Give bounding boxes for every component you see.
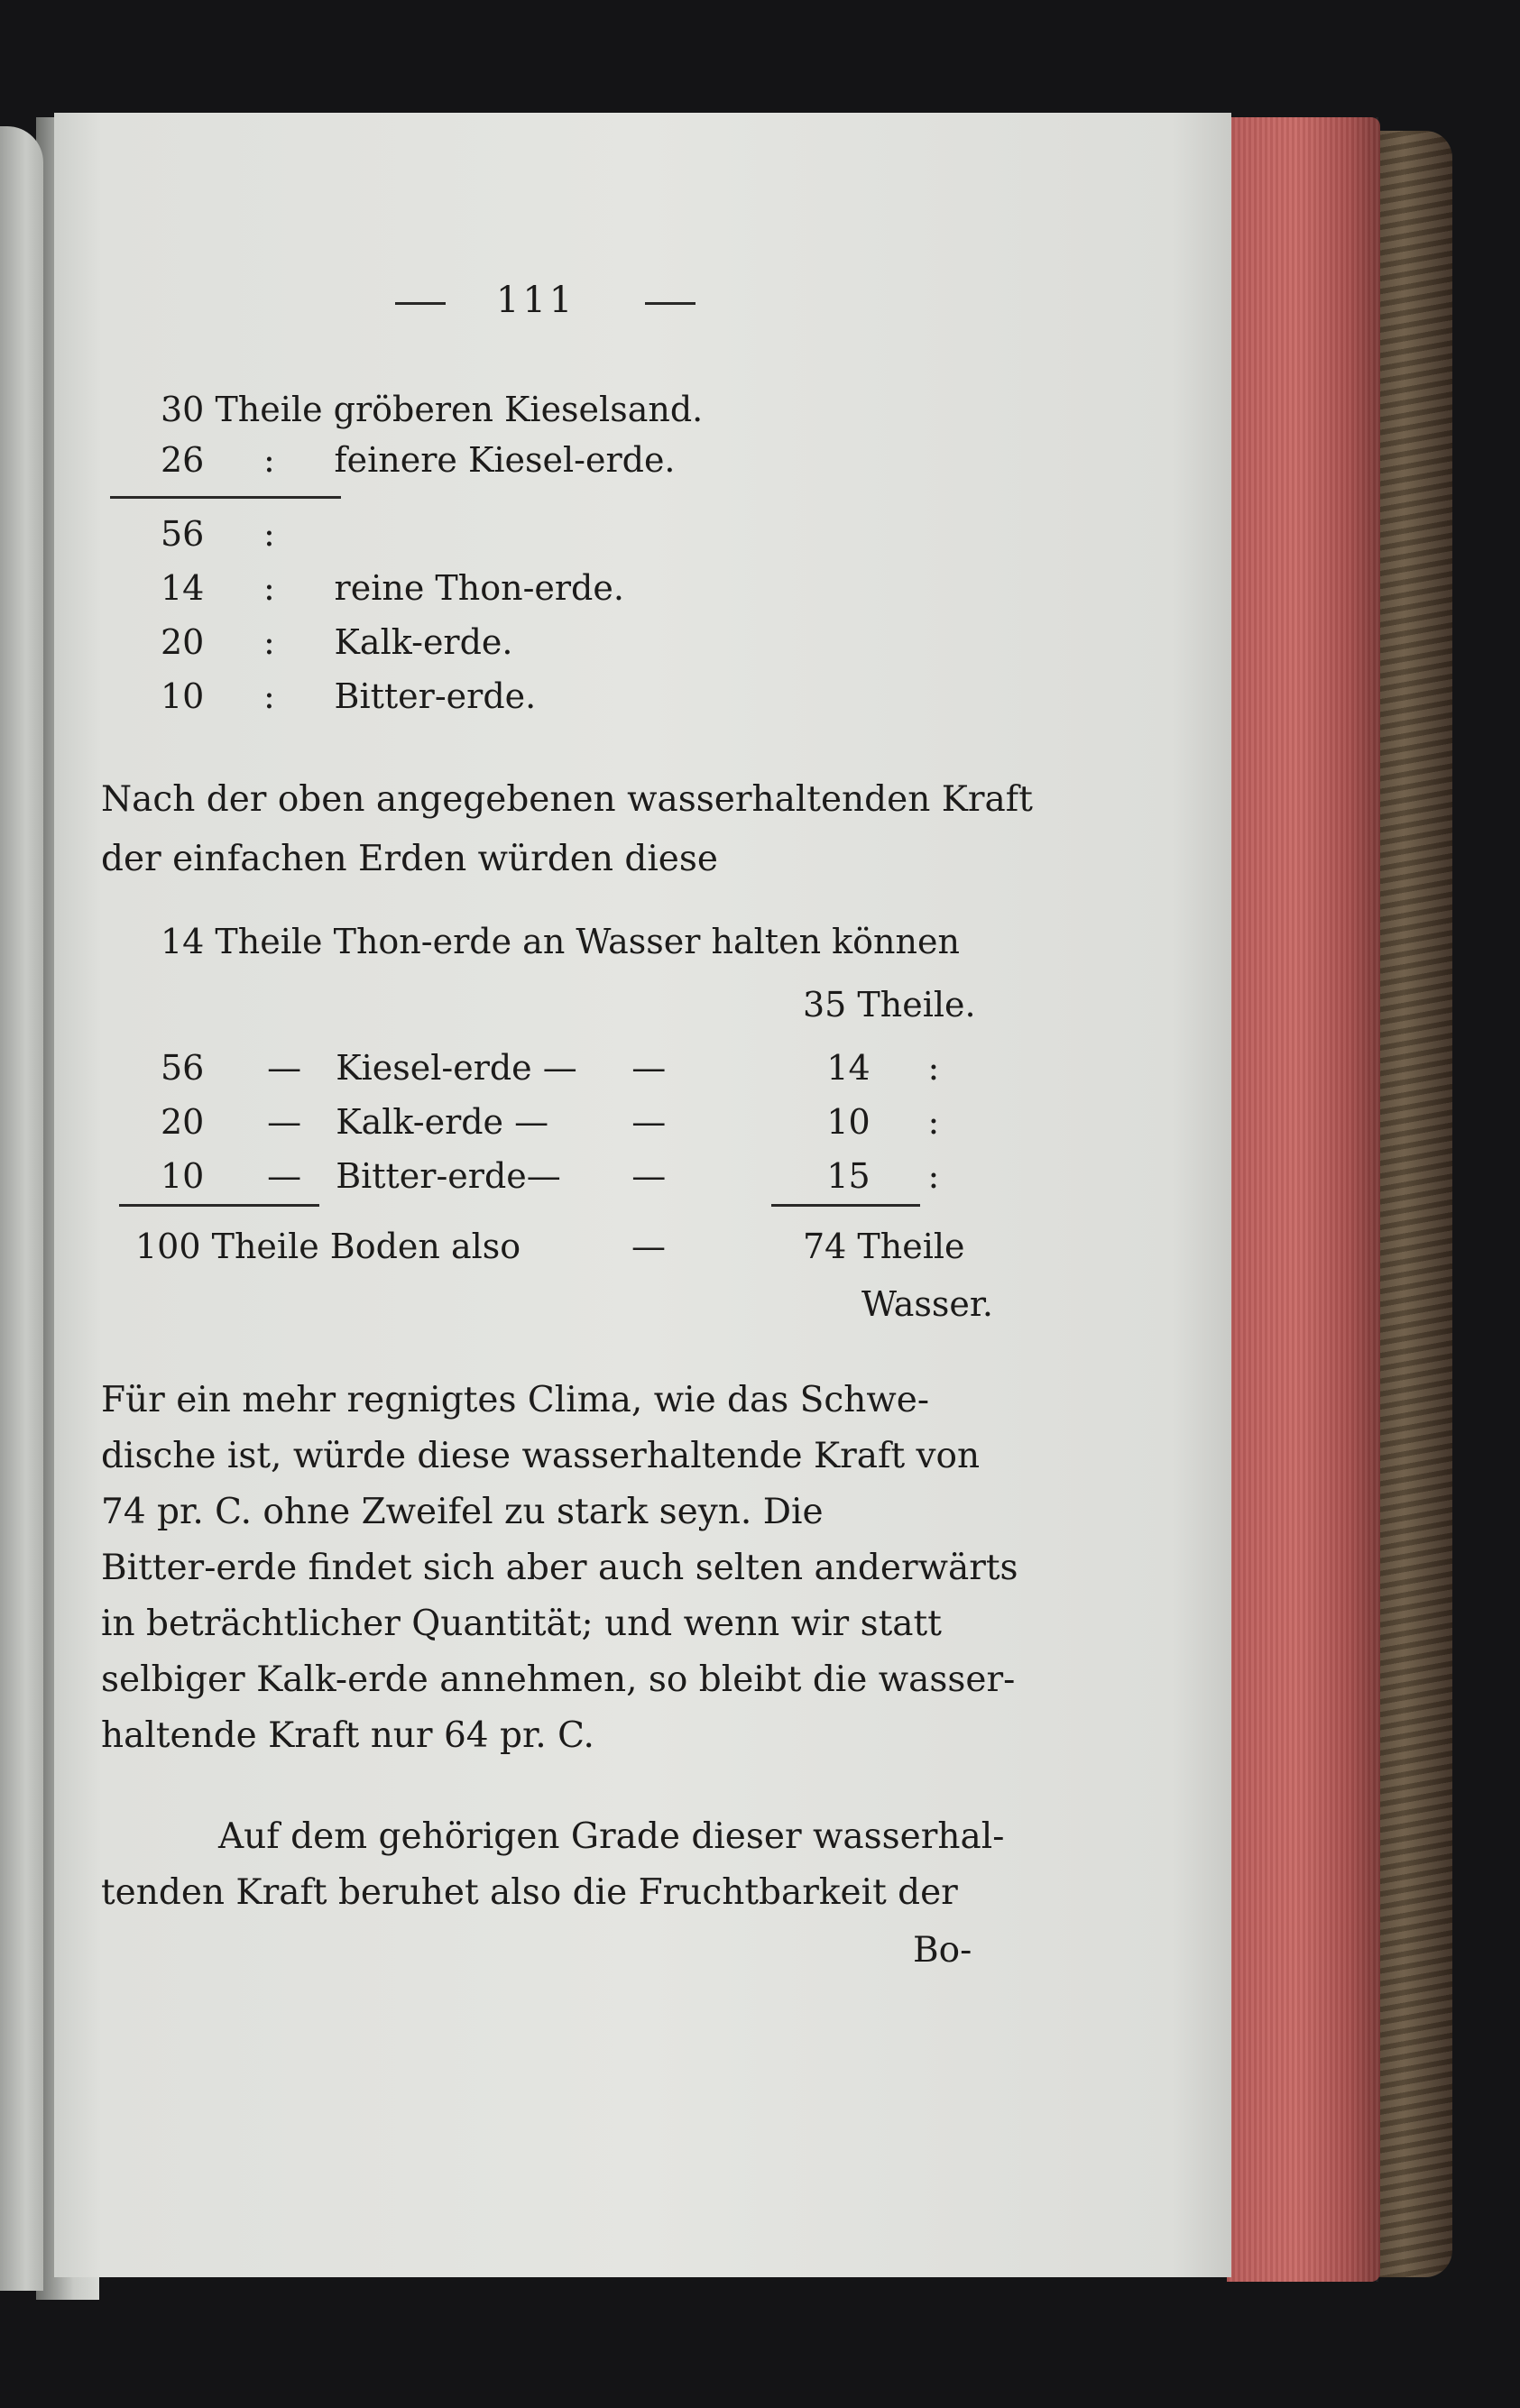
ditto-mark: :: [263, 514, 275, 554]
retention-total-dash: —: [631, 1227, 666, 1266]
retention-label: Bitter-erde—: [336, 1156, 561, 1196]
header-dash-right: [645, 302, 696, 305]
retention-dash: —: [267, 1102, 302, 1142]
retention-dash: —: [267, 1048, 302, 1088]
retention-number: 10: [161, 1156, 205, 1196]
paragraph-line: haltende Kraft nur 64 pr. C.: [101, 1715, 594, 1756]
paragraph-line: Für ein mehr regnigtes Clima, wie das Schwe-: [101, 1380, 930, 1420]
retention-label: Kalk-erde —: [336, 1102, 549, 1142]
ditto-mark: :: [927, 1048, 940, 1088]
retention-first-value: 35 Theile.: [803, 985, 976, 1025]
composition-number: 20: [161, 622, 205, 662]
retention-value: 14: [826, 1048, 871, 1088]
paragraph-line: 74 pr. C. ohne Zweifel zu stark seyn. Die: [101, 1492, 824, 1532]
retention-dash: —: [631, 1156, 667, 1196]
composition-number: 10: [161, 676, 205, 716]
retention-row: [161, 1102, 940, 1142]
retention-row: [161, 1156, 940, 1196]
intro-line: Nach der oben angegebenen wasserhaltenden Kraft: [101, 779, 1033, 820]
composition-row: [161, 676, 537, 716]
composition-number: 14: [161, 568, 205, 608]
composition-text: reine Thon-erde.: [334, 568, 624, 608]
catchword: Bo-: [913, 1930, 972, 1971]
book-page: [54, 113, 1231, 2277]
retention-value: 15: [826, 1156, 871, 1196]
retention-dash: —: [631, 1102, 667, 1142]
retention-dash: —: [267, 1156, 302, 1196]
retention-total-right: 74 Theile: [803, 1227, 965, 1266]
ditto-mark: :: [927, 1156, 940, 1196]
ditto-mark: :: [263, 568, 275, 608]
composition-text: Kalk-erde.: [334, 622, 513, 662]
retention-number: 20: [161, 1102, 205, 1142]
ditto-mark: :: [263, 440, 275, 480]
composition-row: [161, 392, 703, 427]
ditto-mark: :: [263, 676, 275, 716]
paragraph-line: Auf dem gehörigen Grade dieser wasserhal-: [218, 1816, 1005, 1857]
retention-dash: —: [631, 1048, 667, 1088]
retention-total-right-2: Wasser.: [861, 1284, 993, 1324]
paragraph-line: selbiger Kalk-erde annehmen, so bleibt die wasser-: [101, 1659, 1016, 1700]
intro-line: der einfachen Erden würden diese: [101, 839, 718, 879]
paragraph-line: dische ist, würde diese wasserhaltende Kraft von: [101, 1436, 981, 1476]
page-number: 111: [496, 280, 576, 321]
retention-number: 56: [161, 1048, 205, 1088]
composition-row: [161, 440, 676, 480]
retention-total-left: 100 Theile Boden also: [135, 1227, 521, 1266]
ditto-mark: :: [263, 622, 275, 662]
composition-number: 26: [161, 440, 205, 480]
composition-text: Bitter-erde.: [334, 676, 537, 716]
composition-row: [161, 514, 323, 554]
retention-value: 10: [826, 1102, 871, 1142]
composition-text: Theile gröberen Kieselsand.: [215, 390, 704, 429]
composition-row: [161, 568, 624, 608]
page-edges-red: [1227, 117, 1380, 2282]
ditto-mark: :: [927, 1102, 940, 1142]
retention-label: Kiesel-erde —: [336, 1048, 577, 1088]
composition-number: 56: [161, 514, 205, 554]
left-page-edge: [0, 126, 43, 2291]
paragraph-line: Bitter-erde findet sich aber auch selten anderwärts: [101, 1548, 1018, 1588]
paragraph-line: tenden Kraft beruhet also die Fruchtbarkeit der: [101, 1872, 958, 1913]
retention-first-line: 14 Theile Thon-erde an Wasser halten können: [161, 922, 960, 961]
retention-row: [161, 1048, 940, 1088]
total-rule-left: [119, 1204, 319, 1207]
total-rule-right: [771, 1204, 920, 1207]
header-dash-left: [395, 302, 446, 305]
sum-rule: [110, 496, 341, 499]
composition-number: 30: [161, 390, 205, 429]
composition-text: feinere Kiesel-erde.: [334, 440, 676, 480]
composition-row: [161, 622, 513, 662]
paragraph-line: in beträchtlicher Quantität; und wenn wir statt: [101, 1604, 942, 1644]
